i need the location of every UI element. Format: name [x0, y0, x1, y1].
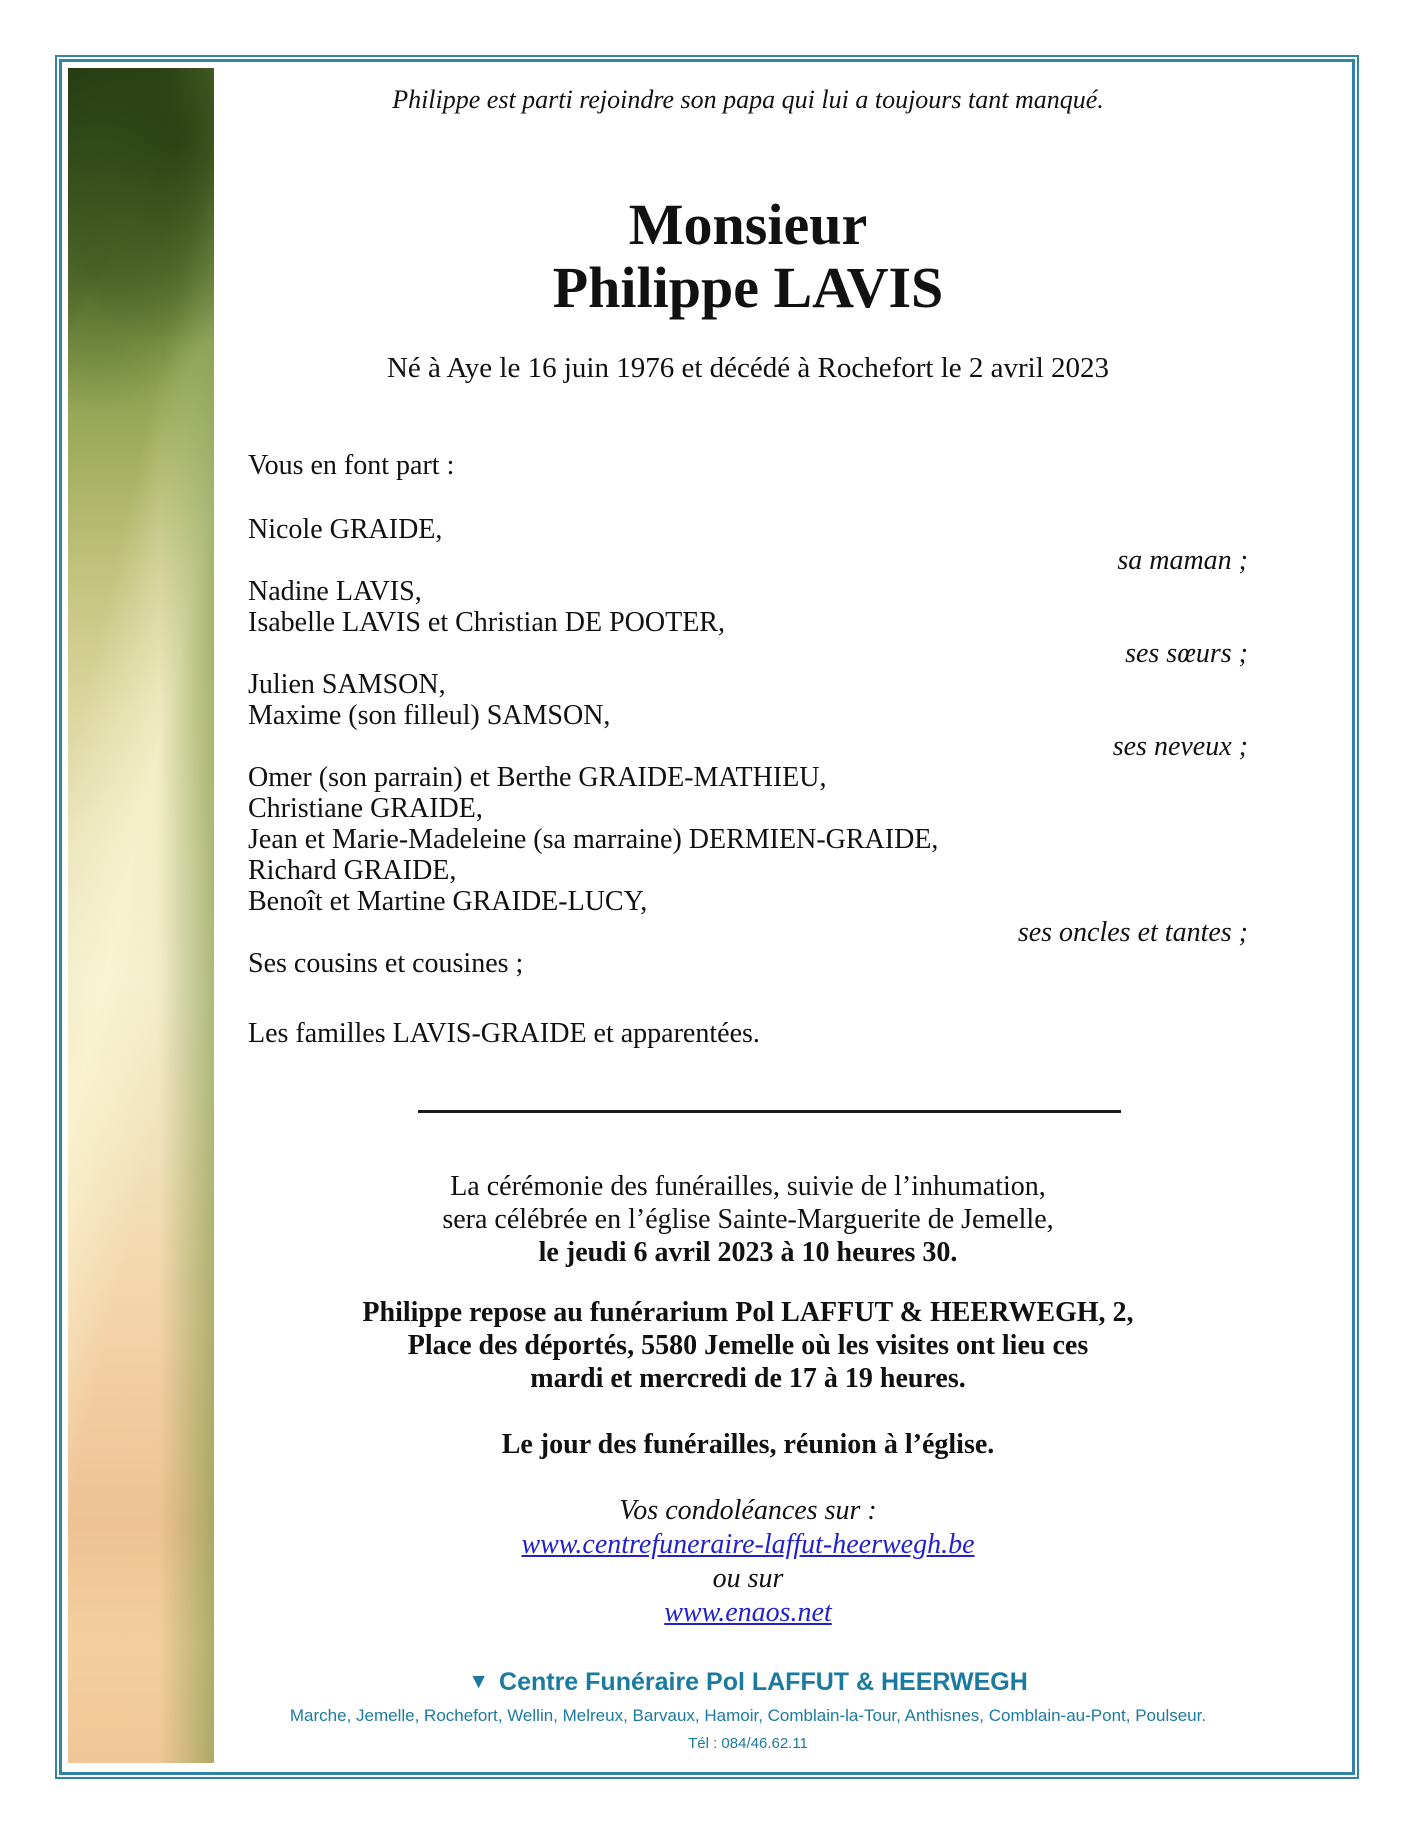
epigraph: Philippe est parti rejoindre son papa qui lui a toujours tant manqué.: [392, 85, 1104, 114]
announcement-intro: Vous en font part :: [248, 450, 455, 481]
forest-path-photo: [68, 68, 214, 1763]
life-dates: Né à Aye le 16 juin 1976 et décédé à Rochefort le 2 avril 2023: [386, 352, 1110, 384]
family-member: Maxime (son filleul) SAMSON,: [248, 700, 611, 731]
repose-line1: Philippe repose au funérarium Pol LAFFUT & HEERWEGH, 2,: [362, 1297, 1134, 1328]
families-line: Les familles LAVIS-GRAIDE et apparentées.: [248, 1018, 760, 1049]
repose-line2: Place des déportés, 5580 Jemelle où les visites ont lieu ces: [407, 1330, 1089, 1361]
separator-line: [418, 1110, 1121, 1113]
funeral-home-locations: Marche, Jemelle, Rochefort, Wellin, Melreux, Barvaux, Hamoir, Comblain-la-Tour, Anthisnes, Comblain-au-Pont, Poulseur.: [289, 1706, 1207, 1725]
repose-line3: mardi et mercredi de 17 à 19 heures.: [530, 1363, 966, 1394]
deceased-title: [248, 193, 1248, 319]
ceremony-datetime: le jeudi 6 avril 2023 à 10 heures 30.: [538, 1237, 958, 1268]
relation-label: ses neveux ;: [1112, 731, 1248, 762]
ceremony-line2: sera célébrée en l’église Sainte-Marguerite de Jemelle,: [442, 1204, 1054, 1235]
condolences-link-funeral-home[interactable]: www.centrefuneraire-laffut-heerwegh.be: [521, 1529, 975, 1560]
family-member: Jean et Marie-Madeleine (sa marraine) DERMIEN-GRAIDE,: [248, 824, 939, 855]
title-salutation: Monsieur: [628, 192, 868, 257]
condolences-or: ou sur: [712, 1563, 784, 1594]
relation-label: sa maman ;: [1117, 545, 1248, 576]
funeral-home-brand: [248, 1668, 1248, 1697]
family-member: Nicole GRAIDE,: [248, 514, 443, 545]
relation-label: ses oncles et tantes ;: [1017, 917, 1248, 948]
ceremony-details: [248, 1170, 1248, 1269]
reunion-line: Le jour des funérailles, réunion à l’église.: [501, 1429, 995, 1460]
family-member: Christiane GRAIDE,: [248, 793, 483, 824]
family-member: Nadine LAVIS,: [248, 576, 422, 607]
deceased-name: Philippe LAVIS: [552, 255, 944, 320]
condolences-intro: Vos condoléances sur :: [619, 1495, 877, 1526]
family-member: Omer (son parrain) et Berthe GRAIDE-MATHIEU,: [248, 762, 827, 793]
funeral-home-phone: Tél : 084/46.62.11: [688, 1735, 808, 1752]
family-member: Richard GRAIDE,: [248, 855, 457, 886]
condolences-link-enaos[interactable]: www.enaos.net: [664, 1597, 832, 1628]
repose-details: [248, 1296, 1248, 1395]
family-member: Ses cousins et cousines ;: [248, 948, 524, 979]
family-member: Julien SAMSON,: [248, 669, 446, 700]
triangle-logo-icon: ▼: [468, 1670, 490, 1693]
condolences-block: [248, 1494, 1248, 1630]
family-member: Benoît et Martine GRAIDE-LUCY,: [248, 886, 648, 917]
relation-label: ses sœurs ;: [1125, 638, 1248, 669]
funeral-home-name: Centre Funéraire Pol LAFFUT & HEERWEGH: [499, 1668, 1028, 1696]
family-member: Isabelle LAVIS et Christian DE POOTER,: [248, 607, 725, 638]
ceremony-line1: La cérémonie des funérailles, suivie de l’inhumation,: [450, 1171, 1046, 1202]
